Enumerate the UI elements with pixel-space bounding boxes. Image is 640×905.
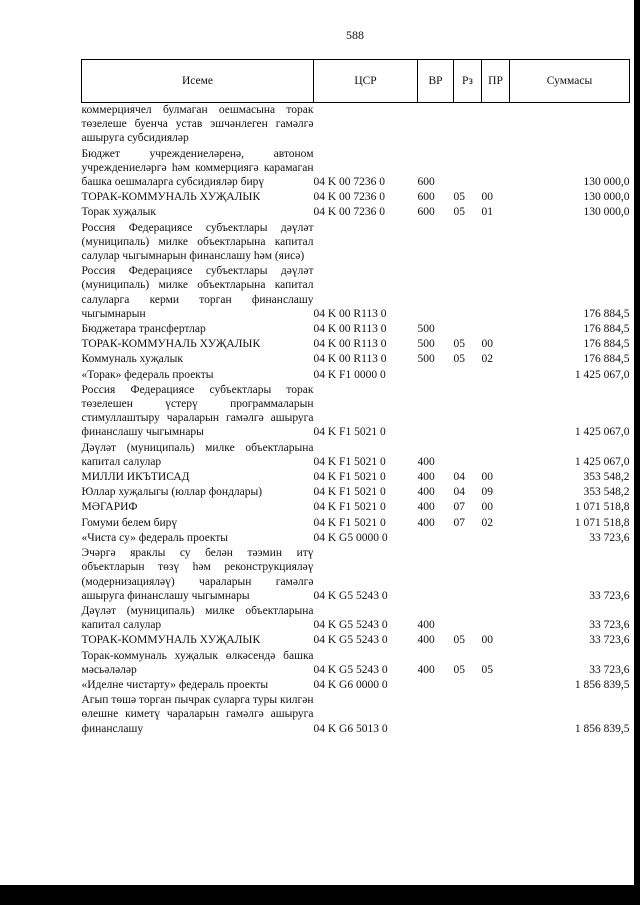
- cell-sum: 33 723,6: [589, 589, 630, 602]
- cell-pr: 00: [481, 634, 493, 647]
- cell-sum: 176 884,5: [583, 307, 630, 320]
- cell-name: Эчәргә яраклы су белән тәэмин итү объектларын төзү һәм реконструкцияләү (модернизацияләү) чараларын гамәлгә ашыруга финанслашу чыгымнары: [81, 547, 314, 602]
- cell-rz: 05: [453, 353, 465, 366]
- cell-name: Юллар хуҗалыгы (юллар фондлары): [81, 486, 263, 499]
- cell-vr: [418, 264, 454, 322]
- budget-table: [81, 59, 630, 737]
- cell-name: Торак хуҗалык: [81, 206, 156, 219]
- cell-name: Россия Федерациясе субъектлары торак төзелешен үстерү программаларын стимуллаштыру чараларын гамәлгә ашыруга финанслашу чыгымнары: [81, 383, 314, 439]
- cell-name: «Чиста су» федераль проекты: [81, 531, 229, 544]
- cell-name: «Иделне чистарту» федераль проекты: [81, 678, 269, 691]
- cell-vr: 400: [417, 471, 435, 484]
- cell-vr: 500: [417, 323, 435, 336]
- cell-sum: 176 884,5: [583, 323, 630, 336]
- cell-name: МӘГАРИФ: [81, 501, 138, 514]
- cell-sum: 1 856 839,5: [574, 678, 630, 691]
- table-row: [82, 500, 630, 515]
- cell-sum: 130 000,0: [583, 206, 630, 219]
- cell-vr: [418, 531, 454, 546]
- cell-pr: [482, 693, 510, 737]
- cell-name: Гомуми белем бирү: [81, 516, 178, 529]
- cell-vr: 600: [417, 206, 435, 219]
- cell-vr: 400: [417, 516, 435, 529]
- cell-sum: 353 548,2: [583, 471, 630, 484]
- cell-rz: [454, 103, 482, 147]
- cell-vr: 400: [417, 486, 435, 499]
- cell-vr: 400: [417, 663, 435, 676]
- cell-name: Россия Федерациясе субъектлары дәүләт (муниципаль) милке объектларына капитал салуларга керми торган финанслашу чыгымнарын: [81, 265, 314, 320]
- table-header: [82, 60, 630, 103]
- cell-sum: 33 723,6: [589, 619, 630, 632]
- table-row: [82, 546, 630, 604]
- table-row: [82, 322, 630, 337]
- cell-sum: 176 884,5: [583, 338, 630, 351]
- cell-csr: 04 K F1 0000 0: [313, 368, 386, 381]
- cell-sum: 1 425 067,0: [574, 426, 630, 439]
- table-row: [82, 103, 630, 147]
- cell-pr: 02: [481, 353, 493, 366]
- cell-rz: 05: [453, 338, 465, 351]
- cell-rz: [454, 368, 482, 383]
- cell-csr: 04 K G5 0000 0: [313, 531, 388, 544]
- table-row: [82, 604, 630, 633]
- cell-csr: 04 K 00 7236 0: [313, 191, 386, 204]
- cell-vr: [418, 368, 454, 383]
- header-name: Исеме: [82, 60, 314, 103]
- cell-sum: 176 884,5: [583, 353, 630, 366]
- cell-pr: 09: [481, 486, 493, 499]
- cell-sum: 1 425 067,0: [574, 368, 630, 381]
- cell-sum: 33 723,6: [589, 663, 630, 676]
- cell-csr: 04 K G6 5013 0: [313, 722, 388, 735]
- cell-vr: [418, 103, 454, 147]
- cell-name: Дәүләт (муниципаль) милке объектларына капитал салулар: [81, 441, 314, 468]
- cell-name: Коммуналь хуҗалык: [81, 353, 183, 366]
- cell-rz: 05: [453, 191, 465, 204]
- cell-csr: 04 K F1 5021 0: [313, 471, 386, 484]
- table-row: [82, 531, 630, 546]
- table-row: [82, 485, 630, 500]
- cell-vr: 500: [417, 338, 435, 351]
- cell-name: Дәүләт (муниципаль) милке объектларына капитал салулар: [81, 604, 314, 632]
- cell-pr: [482, 264, 510, 322]
- header-csr: ЦСР: [314, 60, 418, 103]
- cell-pr: [482, 221, 510, 265]
- cell-name: Бюджет учреждениеләренә, автоном учреждениеләргә һәм коммерциягә карамаган башка оешмаларга субсидияләр бирү: [81, 147, 314, 189]
- cell-csr: 04 K 00 7236 0: [313, 206, 386, 219]
- cell-vr: [418, 221, 454, 265]
- cell-vr: 400: [417, 619, 435, 632]
- cell-csr: 04 K 00 R113 0: [313, 338, 387, 351]
- cell-csr: 04 K F1 5021 0: [313, 516, 386, 529]
- table-row: [82, 649, 630, 678]
- cell-pr: [482, 546, 510, 604]
- scan-edge-right: [634, 0, 640, 905]
- header-rz: Рз: [454, 60, 482, 103]
- cell-rz: [454, 604, 482, 633]
- cell-csr: 04 K G5 5243 0: [313, 589, 388, 602]
- cell-sum: 1 071 518,8: [574, 501, 630, 514]
- cell-csr: 04 K 00 R113 0: [313, 323, 387, 336]
- cell-pr: [482, 531, 510, 546]
- cell-name: Агып төшә торган пычрак суларга туры килгән өлешне киметү чараларын гамәлгә ашыруга финанслашу: [81, 694, 314, 735]
- table-row: [82, 147, 630, 191]
- cell-sum: 130 000,0: [583, 191, 630, 204]
- cell-vr: [418, 546, 454, 604]
- cell-pr: [482, 604, 510, 633]
- table-row: [82, 678, 630, 693]
- cell-sum: 130 000,0: [583, 176, 630, 189]
- table-row: [82, 516, 630, 531]
- cell-name: ТОРАК-КОММУНАЛЬ ХУҖАЛЫК: [81, 338, 261, 351]
- cell-rz: 07: [453, 501, 465, 514]
- cell-rz: 04: [453, 486, 465, 499]
- cell-csr: 04 K F1 5021 0: [313, 486, 386, 499]
- cell-rz: 04: [453, 471, 465, 484]
- cell-rz: [454, 147, 482, 191]
- cell-rz: [454, 441, 482, 470]
- cell-pr: [482, 322, 510, 337]
- cell-csr: 04 K F1 5021 0: [313, 426, 386, 439]
- cell-rz: 05: [453, 634, 465, 647]
- cell-csr: 04 K F1 5021 0: [313, 501, 386, 514]
- header-vr: ВР: [418, 60, 454, 103]
- cell-csr: 04 K G5 5243 0: [313, 663, 388, 676]
- table-row: [82, 352, 630, 367]
- cell-name: Россия Федерациясе субъектлары дәүләт (муниципаль) милке объектларына капитал салулар чыгымнарын финанслашу һәм (яисә): [81, 221, 314, 263]
- cell-csr: [314, 103, 418, 147]
- cell-vr: 600: [417, 176, 435, 189]
- cell-name: ТОРАК-КОММУНАЛЬ ХУҖАЛЫК: [81, 634, 261, 647]
- cell-csr: 04 K G5 5243 0: [313, 634, 388, 647]
- cell-rz: 05: [453, 663, 465, 676]
- cell-csr: 04 K 00 R113 0: [313, 353, 387, 366]
- cell-sum: 1 425 067,0: [574, 455, 630, 468]
- cell-rz: [454, 693, 482, 737]
- cell-vr: [418, 383, 454, 441]
- header-row: [82, 60, 630, 103]
- cell-pr: [482, 147, 510, 191]
- cell-vr: 500: [417, 353, 435, 366]
- header-pr: ПР: [482, 60, 510, 103]
- cell-pr: 00: [481, 338, 493, 351]
- cell-pr: [482, 678, 510, 693]
- table-row: [82, 264, 630, 322]
- cell-vr: 400: [417, 455, 435, 468]
- cell-name: Торак-коммуналь хуҗалык өлкәсендә башка мәсьәләләр: [81, 649, 314, 676]
- cell-csr: 04 K 00 7236 0: [313, 176, 386, 189]
- cell-pr: [482, 383, 510, 441]
- cell-sum: [510, 221, 630, 265]
- table-row: [82, 693, 630, 737]
- table-row: [82, 190, 630, 205]
- cell-name: «Торак» федераль проекты: [81, 368, 214, 381]
- cell-csr: 04 K G6 0000 0: [313, 678, 388, 691]
- cell-rz: [454, 678, 482, 693]
- cell-rz: 05: [453, 206, 465, 219]
- cell-sum: 1 856 839,5: [574, 722, 630, 735]
- cell-sum: [510, 103, 630, 147]
- cell-csr: [314, 221, 418, 265]
- cell-rz: [454, 221, 482, 265]
- cell-name: Бюджетара трансфертлар: [81, 323, 206, 336]
- cell-csr: 04 K F1 5021 0: [313, 455, 386, 468]
- cell-rz: [454, 383, 482, 441]
- cell-sum: 353 548,2: [583, 486, 630, 499]
- table-row: [82, 441, 630, 470]
- cell-pr: 02: [481, 516, 493, 529]
- table-row: [82, 383, 630, 441]
- cell-name: коммерциячел булмаган оешмасына торак төзелеше буенча устав эшчәнлеген гамәлгә ашыруга субсидияләр: [81, 104, 314, 145]
- cell-rz: [454, 322, 482, 337]
- table-row: [82, 205, 630, 220]
- cell-rz: 07: [453, 516, 465, 529]
- scan-edge-bottom: [0, 885, 640, 905]
- cell-name: ТОРАК-КОММУНАЛЬ ХУҖАЛЫК: [81, 191, 261, 204]
- cell-sum: 1 071 518,8: [574, 516, 630, 529]
- cell-pr: 01: [481, 206, 493, 219]
- cell-sum: 33 723,6: [589, 531, 630, 544]
- cell-vr: 600: [417, 191, 435, 204]
- cell-vr: [418, 678, 454, 693]
- cell-rz: [454, 264, 482, 322]
- cell-pr: 00: [481, 501, 493, 514]
- cell-rz: [454, 546, 482, 604]
- table-row: [82, 337, 630, 352]
- cell-pr: 00: [481, 471, 493, 484]
- cell-pr: [482, 441, 510, 470]
- cell-pr: [482, 103, 510, 147]
- table-row: [82, 470, 630, 485]
- cell-rz: [454, 531, 482, 546]
- cell-pr: 05: [481, 663, 493, 676]
- cell-vr: [418, 693, 454, 737]
- header-sum: Суммасы: [510, 60, 630, 103]
- cell-csr: 04 K 00 R113 0: [313, 307, 387, 320]
- table-row: [82, 221, 630, 265]
- table-row: [82, 633, 630, 648]
- cell-vr: 400: [417, 634, 435, 647]
- cell-csr: 04 K G5 5243 0: [313, 619, 388, 632]
- cell-vr: 400: [417, 501, 435, 514]
- table-row: [82, 368, 630, 383]
- cell-sum: 33 723,6: [589, 634, 630, 647]
- cell-name: МИЛЛИ ИКЪТИСАД: [81, 471, 190, 484]
- page-number: 588: [346, 28, 364, 42]
- table-body: [82, 103, 630, 737]
- cell-pr: 00: [481, 191, 493, 204]
- cell-pr: [482, 368, 510, 383]
